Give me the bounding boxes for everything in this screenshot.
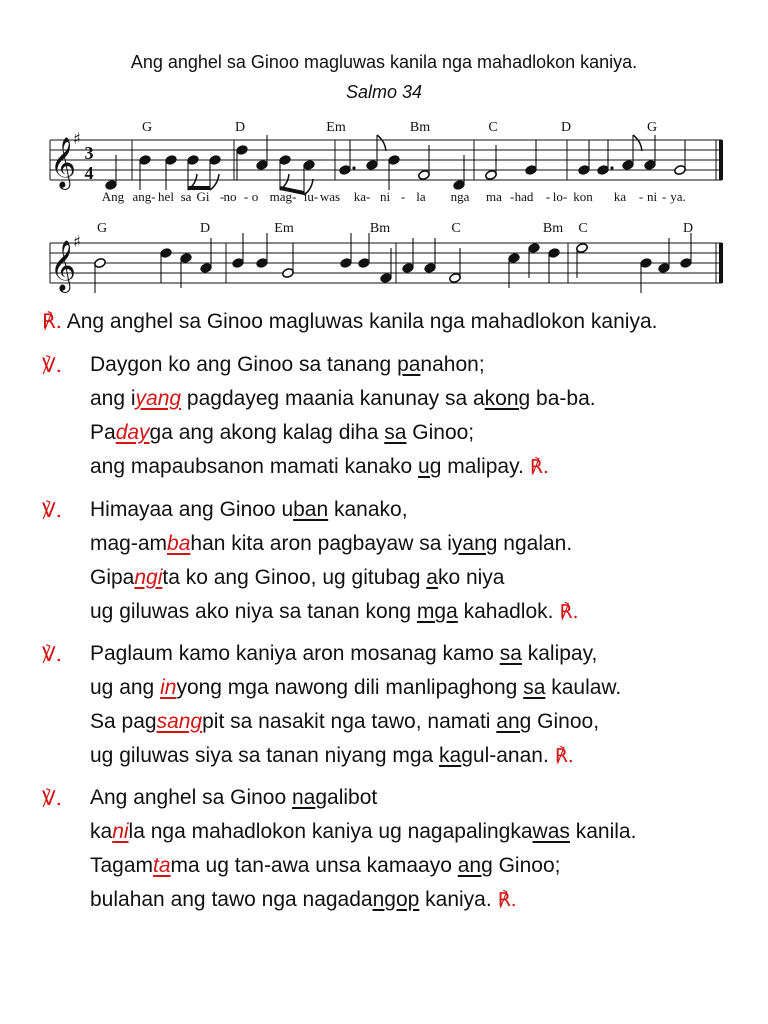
verse-line	[90, 883, 636, 917]
note-head	[449, 273, 462, 284]
note-head	[548, 248, 561, 259]
note-head	[282, 268, 295, 279]
verse-text: ta ko ang Ginoo, ug gitubag	[162, 566, 427, 589]
time-signature-top: 3	[84, 143, 94, 163]
music-score	[0, 110, 768, 295]
verse-line	[90, 815, 636, 849]
note-head	[165, 155, 178, 166]
note-head	[187, 155, 200, 166]
page-title: Ang anghel sa Ginoo magluwas kanila nga mahadlokon kaniya.	[130, 52, 638, 72]
verse-text: ug ang	[90, 676, 161, 699]
lyric-syllable: -	[638, 189, 644, 204]
verse-line	[90, 450, 596, 484]
verse-symbol: ℣.	[42, 786, 63, 810]
response-marker: ℟.	[497, 889, 517, 911]
verse-line	[90, 739, 621, 773]
verse-line	[90, 637, 621, 671]
note-flag	[210, 174, 219, 190]
verse-text: nahon;	[420, 353, 485, 376]
lyric-syllable: ang-	[132, 189, 156, 204]
verse-text: kaulaw.	[545, 676, 622, 699]
note-head	[508, 253, 521, 264]
accent-syllable: a	[426, 566, 438, 589]
lyric-syllable: Gi	[196, 189, 210, 204]
lyric-syllable: nga	[450, 189, 470, 204]
lyric-syllable: kon	[573, 189, 593, 204]
verse-line	[90, 348, 596, 382]
response-line	[42, 306, 657, 337]
note-head	[380, 273, 393, 284]
chord-symbol: D	[234, 120, 246, 135]
accent-syllable: ta	[153, 854, 171, 877]
verse-text: Daygon ko ang Ginoo sa tanang	[90, 353, 398, 376]
verse-text: ga ang akong kalag diha	[149, 421, 385, 444]
accent-syllable: ngi	[134, 566, 163, 589]
note-head	[236, 145, 249, 156]
treble-clef-icon: 𝄞	[50, 240, 77, 291]
accent-syllable: sa	[384, 421, 407, 444]
note-head	[303, 160, 316, 171]
lyric-syllable: lu-	[303, 189, 319, 204]
accent-syllable: yang	[135, 387, 182, 410]
response-symbol: ℟.	[42, 309, 63, 333]
note-head	[256, 160, 269, 171]
response-marker: ℟.	[529, 456, 549, 478]
verse-line	[90, 416, 596, 450]
chord-symbol: C	[578, 221, 588, 236]
lyric-syllable: ma	[486, 189, 502, 204]
verse-text: ug giluwas ako niya sa tanan kong	[90, 600, 417, 623]
verse-symbol: ℣.	[42, 498, 63, 522]
chord-symbol: D	[199, 221, 211, 236]
lyric-syllable: mag-	[269, 189, 297, 204]
verse-text: ma ug tan-awa unsa kamaayo	[170, 854, 458, 877]
lyric-syllable: ni	[379, 189, 391, 204]
dot	[610, 166, 613, 169]
accent-syllable: pa	[397, 353, 421, 376]
note-head	[339, 165, 352, 176]
chord-symbol: C	[451, 221, 461, 236]
accent-syllable: was	[532, 820, 570, 843]
verse-text: ang i	[90, 387, 136, 410]
chord-symbol: C	[488, 120, 498, 135]
note-head	[597, 165, 610, 176]
chord-symbol: G	[96, 221, 108, 236]
note-head	[402, 263, 415, 274]
accent-syllable: na	[291, 786, 316, 809]
note-head	[388, 155, 401, 166]
accent-syllable: day	[115, 421, 150, 444]
verse-line	[90, 561, 579, 595]
chord-symbol: Bm	[369, 221, 391, 236]
note-head	[180, 253, 193, 264]
treble-clef-icon: 𝄞	[50, 137, 77, 188]
final-barline-thick	[719, 140, 723, 180]
verse-text: Gipa	[90, 566, 135, 589]
lyric-syllable: ka-	[353, 189, 371, 204]
note-head	[680, 258, 693, 269]
lyric-syllable: hel	[158, 189, 174, 204]
verse-line	[90, 527, 579, 561]
accent-syllable: in	[160, 676, 177, 699]
verse-line	[90, 705, 621, 739]
verse-text: ko niya	[437, 566, 505, 589]
note-flag	[377, 135, 386, 151]
note-head	[279, 155, 292, 166]
verse-text: Himayaa ang Ginoo u	[90, 498, 294, 521]
chord-symbol: D	[560, 120, 572, 135]
note-head	[644, 160, 657, 171]
note-head	[358, 258, 371, 269]
note-head	[528, 243, 541, 254]
note-head	[340, 258, 353, 269]
note-head	[94, 258, 107, 269]
note-head	[232, 258, 245, 269]
accent-syllable: ang	[496, 710, 532, 733]
accent-syllable: sa	[523, 676, 546, 699]
verse-symbol: ℣.	[42, 642, 63, 666]
verse-text: mag-am	[90, 532, 168, 555]
note-head	[485, 170, 498, 181]
lyric-syllable: ni	[646, 189, 658, 204]
verse-text: Tagam	[90, 854, 154, 877]
verse-line	[90, 781, 636, 815]
lyric-syllable: -	[400, 189, 406, 204]
accent-syllable: ug	[418, 455, 442, 478]
verse-text: Paglaum kamo kaniya aron mosanag kamo	[90, 642, 500, 665]
note-flag	[633, 135, 642, 151]
note-head	[160, 248, 173, 259]
note-head	[622, 160, 635, 171]
verse-text: pit sa nasakit nga tawo, namati	[202, 710, 497, 733]
verse-text: gul-anan.	[461, 744, 549, 767]
accent-syllable: ban	[293, 498, 329, 521]
accent-syllable: yang	[451, 532, 498, 555]
accent-syllable: ngop	[372, 888, 420, 911]
chord-symbol: G	[141, 120, 153, 135]
time-signature-bottom: 4	[84, 163, 94, 183]
lyric-syllable: o	[251, 189, 259, 204]
verse-text: ka	[90, 820, 113, 843]
note-head	[658, 263, 671, 274]
accent-syllable: ni	[112, 820, 129, 843]
response-text: Ang anghel sa Ginoo magluwas kanila nga mahadlokon kaniya.	[66, 310, 658, 333]
key-sharp-icon: ♯	[73, 129, 81, 148]
verse-text: Ginoo;	[406, 421, 475, 444]
verse-text: ba-ba.	[530, 387, 596, 410]
accent-syllable: ba	[167, 532, 191, 555]
verse-text: galibot	[315, 786, 378, 809]
accent-syllable: ang	[457, 854, 493, 877]
chord-symbol: Em	[274, 221, 294, 236]
verse-text: han kita aron pagbayaw sa i	[190, 532, 452, 555]
verse-text: pagdayeg maania kanunay sa a	[181, 387, 485, 410]
verse-text: bulahan ang tawo nga nagada	[90, 888, 373, 911]
accent-syllable: sang	[156, 710, 203, 733]
verse-text: kanila.	[569, 820, 637, 843]
lyric-syllable: sa	[180, 189, 192, 204]
chord-symbol: D	[682, 221, 694, 236]
note-head	[418, 170, 431, 181]
note-head	[525, 165, 538, 176]
note-head	[256, 258, 269, 269]
verse-line	[90, 849, 636, 883]
note-head	[640, 258, 653, 269]
note-head	[366, 160, 379, 171]
lyric-syllable: -	[545, 189, 551, 204]
key-sharp-icon: ♯	[73, 232, 81, 251]
final-barline-thick	[719, 243, 723, 283]
response-marker: ℟.	[554, 745, 574, 767]
verse-text: kaniya.	[419, 888, 492, 911]
note-head	[209, 155, 222, 166]
accent-syllable: mga	[416, 600, 458, 623]
lyric-syllable: ya.	[670, 189, 686, 204]
verse-text: ug giluwas siya sa tanan niyang mga	[90, 744, 440, 767]
chord-symbol: Bm	[409, 120, 431, 135]
note-head	[139, 155, 152, 166]
note-head	[424, 263, 437, 274]
verse-text: ngalan.	[497, 532, 573, 555]
verse-symbol: ℣.	[42, 353, 63, 377]
dot	[352, 166, 355, 169]
note-head	[200, 263, 213, 274]
lyric-syllable: la	[416, 189, 426, 204]
verse-text: ang mapaubsanon mamati kanako	[90, 455, 419, 478]
verse-text: yong mga nawong dili manlipaghong	[176, 676, 524, 699]
lyric-syllable: was	[319, 189, 341, 204]
lyric-syllable: ka	[613, 189, 627, 204]
verse-line	[90, 493, 579, 527]
accent-syllable: kong	[484, 387, 531, 410]
verse-line	[90, 382, 596, 416]
psalm-reference: Salmo 34	[345, 82, 423, 102]
lyric-syllable: -	[661, 189, 667, 204]
chord-symbol: G	[646, 120, 658, 135]
verse-text: Ginoo,	[531, 710, 600, 733]
lyric-syllable: -	[243, 189, 249, 204]
lyric-syllable: no	[223, 189, 237, 204]
verse-text: kalipay,	[521, 642, 598, 665]
verse-text: kahadlok.	[457, 600, 554, 623]
note-head	[674, 165, 687, 176]
lyric-syllable: Ang	[101, 189, 125, 204]
verse-text: malipay.	[441, 455, 524, 478]
lyric-syllable: lo-	[552, 189, 568, 204]
accent-syllable: sa	[499, 642, 522, 665]
verse-text: Ang anghel sa Ginoo	[90, 786, 292, 809]
verse-text: kanako,	[328, 498, 408, 521]
response-marker: ℟.	[559, 601, 579, 623]
lyric-syllable: -	[219, 189, 225, 204]
note-head	[576, 243, 589, 254]
verse-line	[90, 671, 621, 705]
chord-symbol: Bm	[542, 221, 564, 236]
chord-symbol: Em	[326, 120, 346, 135]
staff-system-2	[50, 221, 723, 293]
lyric-syllable: had	[514, 189, 534, 204]
accent-syllable: ka	[439, 744, 462, 767]
staff-system-1	[50, 120, 723, 204]
verse-text: Ginoo;	[492, 854, 561, 877]
verse-text: Sa pag	[90, 710, 157, 733]
note-head	[578, 165, 591, 176]
verse-line	[90, 595, 579, 629]
verse-text: Pa	[90, 421, 116, 444]
verse-text: la nga mahadlokon kaniya ug nagapalingka	[128, 820, 533, 843]
lyric-syllable: -	[509, 189, 515, 204]
